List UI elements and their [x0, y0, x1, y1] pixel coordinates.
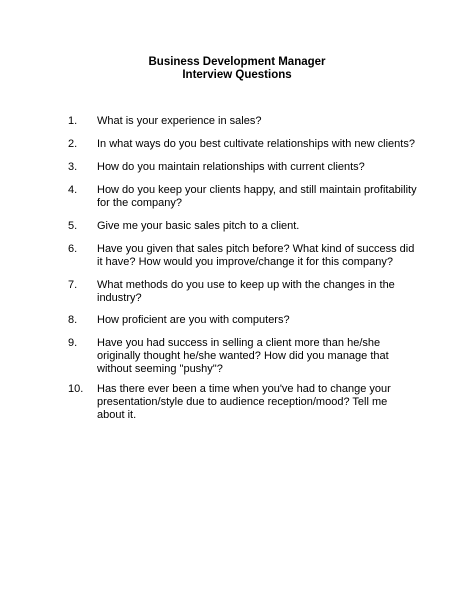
- question-text: Have you had success in selling a client more than he/she originally thought he/she wanted? How did you manage that without seeming "pushy"?: [97, 337, 389, 375]
- question-number: 1.: [68, 115, 78, 127]
- question-text: What is your experience in sales?: [97, 115, 262, 127]
- question-text: Have you given that sales pitch before? What kind of success did it have? How would you improve/change it for this company?: [97, 243, 415, 268]
- question-number: 3.: [68, 161, 78, 173]
- question-number: 9.: [68, 337, 78, 349]
- question-number: 4.: [68, 184, 78, 196]
- question-text: How do you keep your clients happy, and still maintain profitability for the company?: [97, 184, 417, 209]
- question-text: How do you maintain relationships with current clients?: [97, 161, 365, 173]
- question-text: In what ways do you best cultivate relationships with new clients?: [97, 138, 415, 150]
- title-block: [0, 56, 474, 82]
- question-number: 5.: [68, 220, 78, 232]
- question-text: How proficient are you with computers?: [97, 314, 290, 326]
- question-number: 10.: [68, 383, 84, 395]
- question-number: 8.: [68, 314, 78, 326]
- question-number: 7.: [68, 279, 78, 291]
- question-number: 6.: [68, 243, 78, 255]
- question-number: 2.: [68, 138, 78, 150]
- question-text: Has there ever been a time when you've had to change your presentation/style due to audience reception/mood? Tell me about it.: [97, 383, 391, 421]
- document-subtitle: Interview Questions: [182, 69, 292, 81]
- question-text: What methods do you use to keep up with the changes in the industry?: [97, 279, 395, 304]
- document-title: Business Development Manager: [148, 56, 326, 68]
- question-text: Give me your basic sales pitch to a client.: [97, 220, 300, 232]
